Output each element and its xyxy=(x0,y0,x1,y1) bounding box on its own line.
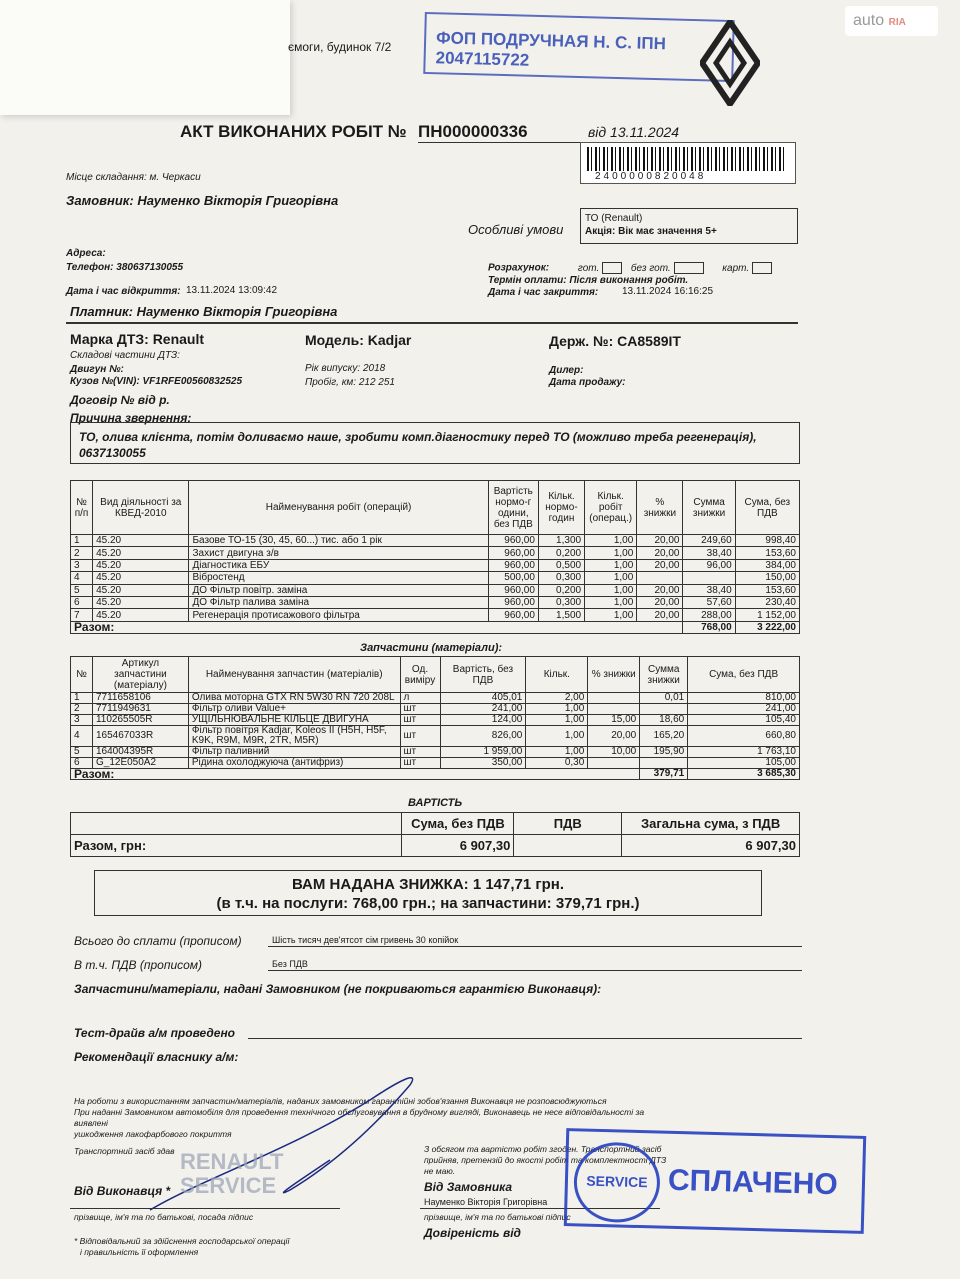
works-cell: 96,00 xyxy=(683,559,735,571)
parts-cell: 195,90 xyxy=(640,747,688,758)
place-of-issue: Місце складання: м. Черкаси xyxy=(66,172,201,183)
parts-cell: 1,00 xyxy=(526,704,588,715)
parts-cell xyxy=(640,704,688,715)
works-cell: 1,00 xyxy=(585,572,637,584)
parts-cell: 1,00 xyxy=(526,747,588,758)
works-cell: 5 xyxy=(71,584,93,596)
parts-cell: 105,00 xyxy=(688,758,800,769)
card-checkbox xyxy=(752,262,772,274)
works-cell: 1,500 xyxy=(538,609,584,621)
parts-cell: 241,00 xyxy=(440,704,526,715)
parts-cell: 1,00 xyxy=(526,726,588,747)
works-col-hours: Кільк. нормо-годин xyxy=(538,481,584,535)
service-stamp-circle: SERVICE xyxy=(573,1141,661,1223)
parts-cell: шт xyxy=(400,715,440,726)
parts-cell: 124,00 xyxy=(440,715,526,726)
address-label: Адреса: xyxy=(66,248,106,259)
works-row xyxy=(71,547,800,559)
works-col-disc-sum: Сумма знижки xyxy=(683,481,735,535)
parts-cell: Фільтр оливи Value+ xyxy=(188,704,400,715)
in-words-value: Шість тисяч дев'ятсот сім гривень 30 копійок xyxy=(272,935,459,945)
works-cell: 57,60 xyxy=(683,596,735,608)
works-cell: 1,00 xyxy=(585,547,637,559)
works-row xyxy=(71,584,800,596)
works-row xyxy=(71,609,800,621)
works-cell: 20,00 xyxy=(637,584,683,596)
special-terms-line2: Акція: Вік має значення 5+ xyxy=(585,226,717,237)
parts-col-sum: Сума, без ПДВ xyxy=(688,657,800,693)
works-cell: 45.20 xyxy=(93,572,189,584)
parts-row xyxy=(71,693,800,704)
parts-cell: 20,00 xyxy=(588,726,640,747)
works-cell: Захист двигуна з/в xyxy=(189,547,488,559)
contract: Договір № від р. xyxy=(70,393,170,407)
opened-value: 13.11.2024 13:09:42 xyxy=(186,285,278,296)
works-cell: 249,60 xyxy=(683,535,735,547)
test-drive-line xyxy=(248,1038,802,1039)
works-cell: 1,00 xyxy=(585,596,637,608)
noncash-checkbox xyxy=(674,262,704,274)
works-row xyxy=(71,596,800,608)
fine-print-1: На роботи з використанням запчастин/матеріалів, наданих замовником гарантійні зобов'язання Виконавця не розповсюджуються xyxy=(74,1096,607,1106)
works-cell: 38,40 xyxy=(683,584,735,596)
parts-col-qty: Кільк. xyxy=(526,657,588,693)
works-col-qty: Кільк. робіт (операц.) xyxy=(585,481,637,535)
cost-sum: 6 907,30 xyxy=(402,835,514,857)
works-cell: 0,200 xyxy=(538,584,584,596)
cost-value-row xyxy=(71,835,800,857)
works-cell: 960,00 xyxy=(488,596,538,608)
works-total-discount: 768,00 xyxy=(683,621,735,633)
paper-sticker xyxy=(0,0,290,115)
parts-cell: Фільтр повітря Kadjar, Koleos II (H5H, H5F, K9K, R9M, M9R, 2TR, M5R) xyxy=(188,726,400,747)
parts-cell: 810,00 xyxy=(688,693,800,704)
special-terms-line1: ТО (Renault) xyxy=(585,213,643,224)
cost-header-row xyxy=(71,813,800,835)
watermark-brand: auto xyxy=(853,12,885,29)
company-stamp: ФОП ПОДРУЧНАЯ Н. С. ІПН 2047115722 xyxy=(423,12,735,82)
parts-cell: 164004395R xyxy=(92,747,188,758)
recommendations-label: Рекомендації власнику а/м: xyxy=(74,1050,239,1064)
opened-label: Дата і час відкриття: xyxy=(66,286,181,297)
divider xyxy=(66,322,798,324)
parts-cell: 5 xyxy=(71,747,93,758)
executor-label: Від Виконавця * xyxy=(74,1184,171,1198)
works-cell: 20,00 xyxy=(637,547,683,559)
works-total-row xyxy=(71,621,800,633)
works-cell: 1,00 xyxy=(585,584,637,596)
executor-note1: * Відповідальний за здійснення господарської операції xyxy=(74,1236,290,1246)
works-cell: 960,00 xyxy=(488,584,538,596)
works-cell: 1 152,00 xyxy=(735,609,799,621)
parts-cell: л xyxy=(400,693,440,704)
works-cell: 45.20 xyxy=(93,609,189,621)
parts-cell: УЩІЛЬНЮВАЛЬНЕ КІЛЬЦЕ ДВИГУНА xyxy=(188,715,400,726)
works-cell: 45.20 xyxy=(93,535,189,547)
cost-col-total: Загальна сума, з ПДВ xyxy=(622,813,800,835)
client-name: Науменко Вікторія Григорівна xyxy=(424,1197,548,1207)
works-cell: 3 xyxy=(71,559,93,571)
parts-cell: Олива моторна GTX RN 5W30 RN 720 208L xyxy=(188,693,400,704)
works-cell: 0,500 xyxy=(538,559,584,571)
parts-cell: 350,00 xyxy=(440,758,526,769)
works-cell: 45.20 xyxy=(93,559,189,571)
works-cell: 1,00 xyxy=(585,535,637,547)
works-cell: 6 xyxy=(71,596,93,608)
works-cell: 960,00 xyxy=(488,535,538,547)
parts-cell xyxy=(588,758,640,769)
parts-cell: 105,40 xyxy=(688,715,800,726)
address-fragment: ємоги, будинок 7/2 xyxy=(288,40,392,54)
special-terms-box xyxy=(580,208,798,244)
parts-cell: 241,00 xyxy=(688,704,800,715)
test-drive-label: Тест-драйв а/м проведено xyxy=(74,1026,236,1040)
dealer: Дилер: xyxy=(549,365,584,376)
works-cell: 960,00 xyxy=(488,609,538,621)
parts-cell: 826,00 xyxy=(440,726,526,747)
customer-parts-note: Запчастини/матеріали, надані Замовником (не покриваються гарантією Виконавця): xyxy=(74,982,602,996)
in-words-label: Всього до сплати (прописом) xyxy=(74,934,242,948)
parts-cell: 4 xyxy=(71,726,93,747)
reason-label: Причина звернення: xyxy=(70,411,192,425)
parts-cell: G_12E050A2 xyxy=(92,758,188,769)
renault-stamp-line2: SERVICE xyxy=(180,1173,277,1198)
vehicle-brand: Марка ДТЗ: Renault xyxy=(70,331,205,347)
works-cell: 2 xyxy=(71,547,93,559)
parts-cell: шт xyxy=(400,704,440,715)
special-terms-label: Особливі умови xyxy=(468,222,564,237)
executor-note2: і правильність її оформлення xyxy=(80,1247,199,1257)
works-cell: 150,00 xyxy=(735,572,799,584)
parts-row xyxy=(71,704,800,715)
parts-cell: 110265505R xyxy=(92,715,188,726)
works-cell: 38,40 xyxy=(683,547,735,559)
vat-words-value: Без ПДВ xyxy=(272,959,308,969)
works-cell: 0,200 xyxy=(538,547,584,559)
cost-table xyxy=(70,812,800,857)
parts-cell: Рідина охолоджуюча (антифриз) xyxy=(188,758,400,769)
vat-words-label: В т.ч. ПДВ (прописом) xyxy=(74,958,203,972)
client-note: З обсягом та вартістю робіт згоден. Транспортний засіб прийняв, претензій до якості робіт та комплектності ДТЗ не маю. xyxy=(424,1144,667,1176)
document-date: від 13.11.2024 xyxy=(588,124,680,140)
client-label: Від Замовника xyxy=(424,1180,513,1194)
barcode-text: 2400000820048 xyxy=(595,171,707,182)
parts-cell: 2 xyxy=(71,704,93,715)
renault-stamp-line1: RENAULT xyxy=(180,1149,284,1174)
parts-col-price: Вартість, без ПДВ xyxy=(440,657,526,693)
watermark-brand-suffix: RIA xyxy=(888,17,906,28)
client-proxy: Довіреність від xyxy=(424,1226,521,1240)
works-cell: 384,00 xyxy=(735,559,799,571)
vehicle-model: Модель: Kadjar xyxy=(305,332,412,348)
payment-row: Розрахунок: гот. без гот. карт. xyxy=(488,262,772,274)
works-cell: 500,00 xyxy=(488,572,538,584)
parts-col-disc: % знижки xyxy=(588,657,640,693)
fine-print-2: При наданні Замовником автомобіля для проведення технічного обслуговування в брудному вигляді, Виконавець не несе відповідальності за виявлені xyxy=(74,1107,645,1128)
works-cell: 1,00 xyxy=(585,559,637,571)
works-col-no: № п/п xyxy=(71,481,93,535)
works-header-row xyxy=(71,481,800,535)
works-cell: Діагностика ЕБУ xyxy=(189,559,488,571)
payer-line: Платник: Науменко Вікторія Григорівна xyxy=(70,304,338,319)
works-cell: 0,300 xyxy=(538,596,584,608)
parts-cell: 0,01 xyxy=(640,693,688,704)
renault-logo-icon xyxy=(700,20,760,106)
parts-col-sku: Артикул запчастини (матеріалу) xyxy=(92,657,188,693)
parts-col-unit: Од. виміру xyxy=(400,657,440,693)
cost-col-vat: ПДВ xyxy=(514,813,622,835)
parts-total-row xyxy=(71,769,800,780)
parts-cell: 10,00 xyxy=(588,747,640,758)
parts-cell: 3 xyxy=(71,715,93,726)
parts-col-disc-sum: Сумма знижки xyxy=(640,657,688,693)
watermark-autoria xyxy=(845,6,938,36)
parts-row xyxy=(71,758,800,769)
works-cell xyxy=(683,572,735,584)
works-cell xyxy=(637,572,683,584)
works-cell: 20,00 xyxy=(637,559,683,571)
cost-col-sum: Сума, без ПДВ xyxy=(402,813,514,835)
works-cell: 1,00 xyxy=(585,609,637,621)
parts-cell xyxy=(588,704,640,715)
parts-cell: шт xyxy=(400,726,440,747)
vat-words-line xyxy=(268,970,802,971)
works-total-label: Разом: xyxy=(71,621,683,633)
vehicle-parts: Складові частини ДТЗ: xyxy=(70,350,180,361)
works-cell: 45.20 xyxy=(93,584,189,596)
parts-section-title: Запчастини (матеріали): xyxy=(360,642,503,654)
parts-cell: 405,01 xyxy=(440,693,526,704)
works-table xyxy=(70,480,800,634)
works-cell: 7 xyxy=(71,609,93,621)
works-cell: 960,00 xyxy=(488,559,538,571)
parts-cell: 165467033R xyxy=(92,726,188,747)
works-cell: 1,300 xyxy=(538,535,584,547)
vin: Кузов №(VIN): VF1RFE00560832525 xyxy=(70,376,243,387)
works-cell: ДО Фільтр палива заміна xyxy=(189,596,488,608)
document-number: ПН000000336 xyxy=(418,122,580,143)
works-total-sum: 3 222,00 xyxy=(735,621,799,633)
executor-transferred: Транспортний засіб здав xyxy=(74,1146,175,1156)
parts-cell xyxy=(640,758,688,769)
parts-total-discount: 379,71 xyxy=(640,769,688,780)
closed-value: 13.11.2024 16:16:25 xyxy=(622,286,714,297)
parts-cell: шт xyxy=(400,758,440,769)
works-row xyxy=(71,535,800,547)
phone: Телефон: 380637130055 xyxy=(66,262,184,273)
executor-line xyxy=(70,1208,340,1209)
parts-cell: 660,80 xyxy=(688,726,800,747)
vehicle-year: Рік випуску: 2018 xyxy=(305,363,386,374)
works-col-price: Вартість нормо-г одини, без ПДВ xyxy=(488,481,538,535)
parts-row xyxy=(71,747,800,758)
cash-checkbox xyxy=(602,262,622,274)
works-row xyxy=(71,559,800,571)
vehicle-mileage: Пробіг, км: 212 251 xyxy=(305,377,395,388)
parts-cell: 1 959,00 xyxy=(440,747,526,758)
paid-stamp xyxy=(564,1128,866,1234)
vehicle-plate: Держ. №: CA8589IT xyxy=(549,333,681,349)
parts-col-name: Найменування запчастин (матеріалів) xyxy=(188,657,400,693)
parts-total-sum: 3 685,30 xyxy=(688,769,800,780)
works-cell: 20,00 xyxy=(637,609,683,621)
parts-cell: 1 xyxy=(71,693,93,704)
parts-cell: 18,60 xyxy=(640,715,688,726)
parts-table xyxy=(70,656,800,780)
works-col-disc: % знижки xyxy=(637,481,683,535)
document-title: АКТ ВИКОНАНИХ РОБІТ № xyxy=(180,122,407,141)
works-col-sum: Сума, без ПДВ xyxy=(735,481,799,535)
works-cell: Регенерація протисажового фільтра xyxy=(189,609,488,621)
parts-cell: шт xyxy=(400,747,440,758)
parts-cell: 7711658106 xyxy=(92,693,188,704)
parts-cell: 1 763,10 xyxy=(688,747,800,758)
sale-date: Дата продажу: xyxy=(549,377,626,388)
works-cell: 288,00 xyxy=(683,609,735,621)
parts-cell: Фільтр паливний xyxy=(188,747,400,758)
works-cell: 45.20 xyxy=(93,596,189,608)
discount-line2: (в т.ч. на послуги: 768,00 грн.; на запчастини: 379,71 грн.) xyxy=(216,895,640,912)
fine-print-3: ушкодження лакофарбового покриття xyxy=(74,1129,232,1139)
cost-row-label: Разом, грн: xyxy=(71,835,402,857)
parts-cell xyxy=(588,693,640,704)
works-cell: ДО Фільтр повітр. заміна xyxy=(189,584,488,596)
closed-label: Дата і час закриття: xyxy=(488,287,599,298)
works-cell: 0,300 xyxy=(538,572,584,584)
works-cell: 45.20 xyxy=(93,547,189,559)
parts-cell: 15,00 xyxy=(588,715,640,726)
parts-row xyxy=(71,726,800,747)
barcode xyxy=(580,142,796,184)
payment-terms: Термін оплати: Після виконання робіт. xyxy=(488,275,689,286)
reason-box: ТО, олива клієнта, потім доливаємо наше, зробити комп.діагностику перед ТО (можливо треба регенерація), 0637130055 xyxy=(70,422,800,464)
works-cell: Базове ТО-15 (30, 45, 60...) тис. або 1 рік xyxy=(189,535,488,547)
works-cell: 960,00 xyxy=(488,547,538,559)
works-col-kved: Вид діяльності за КВЕД-2010 xyxy=(93,481,189,535)
cost-vat xyxy=(514,835,622,857)
executor-sub: прізвище, ім'я та по батькові, посада підпис xyxy=(74,1212,254,1222)
parts-row xyxy=(71,715,800,726)
cost-section-title: ВАРТІСТЬ xyxy=(408,797,463,809)
parts-cell: 2,00 xyxy=(526,693,588,704)
parts-col-no: № xyxy=(71,657,93,693)
works-cell: 153,60 xyxy=(735,547,799,559)
works-cell: 1 xyxy=(71,535,93,547)
parts-cell: 165,20 xyxy=(640,726,688,747)
engine-number: Двигун №: xyxy=(70,364,124,375)
works-cell: Вібростенд xyxy=(189,572,488,584)
parts-cell: 7711949631 xyxy=(92,704,188,715)
parts-header-row xyxy=(71,657,800,693)
works-cell: 4 xyxy=(71,572,93,584)
works-col-name: Найменування робіт (операцій) xyxy=(189,481,488,535)
parts-cell: 1,00 xyxy=(526,715,588,726)
cost-total: 6 907,30 xyxy=(622,835,800,857)
works-cell: 230,40 xyxy=(735,596,799,608)
discount-line1: ВАМ НАДАНА ЗНИЖКА: 1 147,71 грн. xyxy=(291,876,565,893)
works-cell: 20,00 xyxy=(637,535,683,547)
client-sub: прізвище, ім'я та по батькові підпис xyxy=(424,1212,571,1222)
in-words-line xyxy=(268,946,802,947)
parts-cell: 6 xyxy=(71,758,93,769)
customer-line: Замовник: Науменко Вікторія Григорівна xyxy=(66,193,339,208)
parts-cell: 0,30 xyxy=(526,758,588,769)
renault-service-stamp xyxy=(180,1150,283,1198)
discount-box xyxy=(94,870,762,916)
works-cell: 998,40 xyxy=(735,535,799,547)
works-cell: 153,60 xyxy=(735,584,799,596)
parts-total-label: Разом: xyxy=(71,769,640,780)
paid-stamp-text: СПЛАЧЕНО xyxy=(667,1163,839,1202)
works-cell: 20,00 xyxy=(637,596,683,608)
works-row xyxy=(71,572,800,584)
